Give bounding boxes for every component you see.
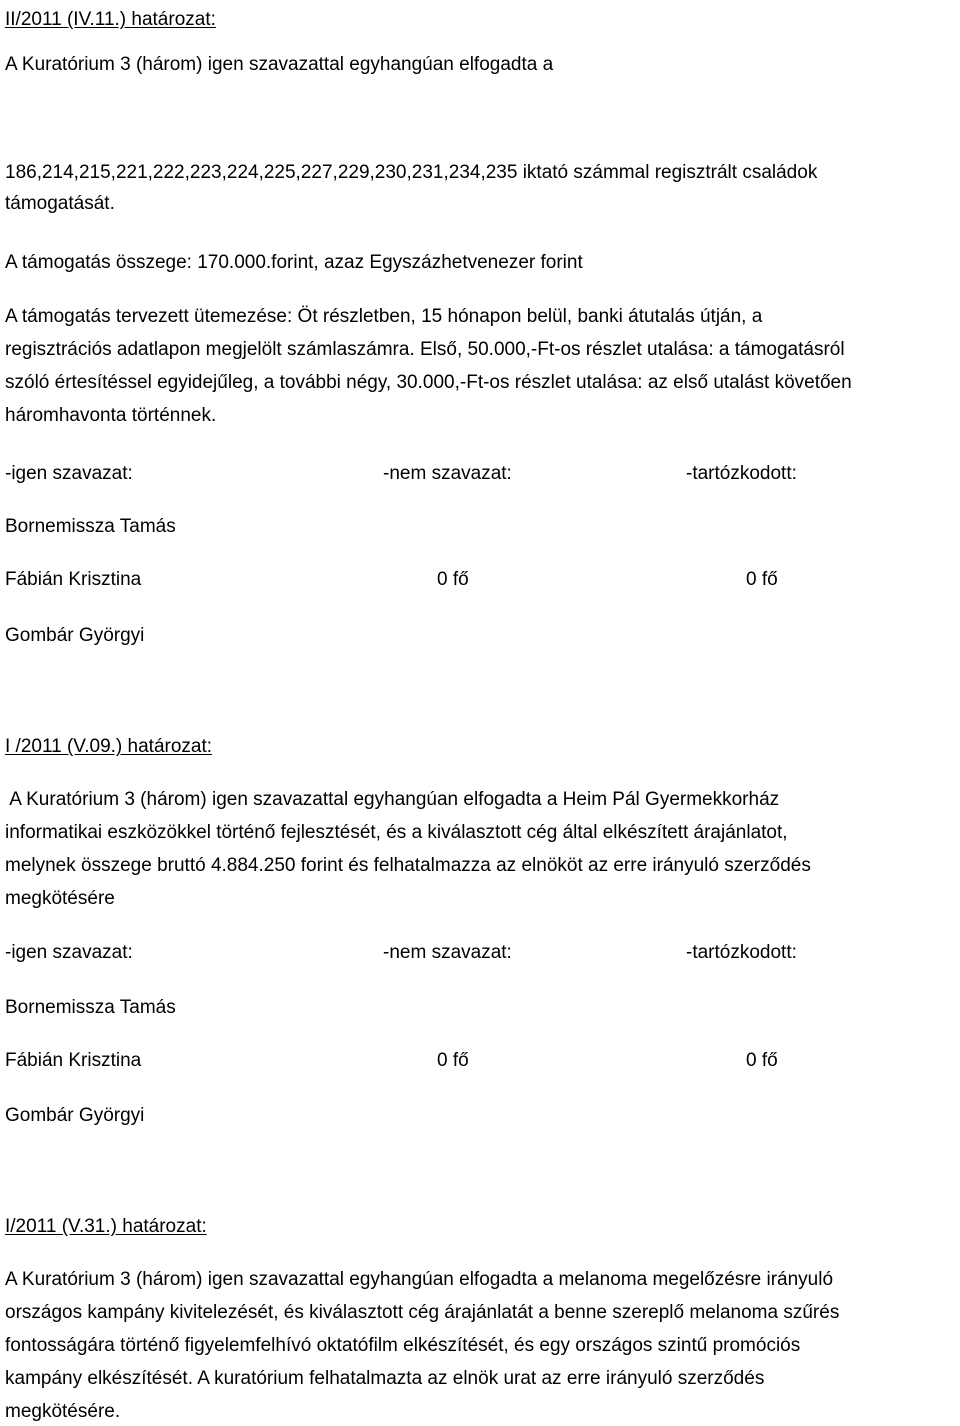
abstain-vote-label: -tartózkodott: bbox=[686, 942, 797, 963]
resolution-body-line: megkötésére. bbox=[5, 1401, 121, 1422]
yes-voter-name: Bornemissza Tamás bbox=[5, 516, 176, 537]
resolution-body-line: megkötésére bbox=[5, 888, 115, 909]
resolution-heading: II/2011 (IV.11.) határozat: bbox=[5, 9, 216, 30]
support-amount: A támogatás összege: 170.000.forint, azaz Egyszázhetvenezer forint bbox=[5, 252, 583, 273]
yes-voter-name: Fábián Krisztina bbox=[5, 1050, 142, 1071]
resolution-body-line: fontosságára történő figyelemfelhívó oktatófilm elkészítését, és egy országos szintű promóciós bbox=[5, 1335, 801, 1356]
schedule-line: szóló értesítéssel egyidejűleg, a további négy, 30.000,-Ft-os részlet utalása: az első utalást követően bbox=[5, 372, 852, 393]
yes-vote-label: -igen szavazat: bbox=[5, 942, 133, 963]
yes-voter-name: Gombár Györgyi bbox=[5, 625, 145, 646]
resolution-body-line: A Kuratórium 3 (három) igen szavazattal egyhangúan elfogadta a Heim Pál Gyermekkorház bbox=[5, 789, 780, 810]
abstain-vote-count: 0 fő bbox=[746, 569, 778, 590]
abstain-vote-label: -tartózkodott: bbox=[686, 463, 797, 484]
resolution-body-line: kampány elkészítését. A kuratórium felhatalmazta az elnök urat az erre irányuló szerződés bbox=[5, 1368, 765, 1389]
registration-ids-line: 186,214,215,221,222,223,224,225,227,229,230,231,234,235 iktató számmal regisztrált családok bbox=[5, 162, 818, 183]
no-vote-label: -nem szavazat: bbox=[383, 942, 512, 963]
schedule-line: regisztrációs adatlapon megjelölt számlaszámra. Első, 50.000,-Ft-os részlet utalása: a támogatásról bbox=[5, 339, 845, 360]
resolution-intro: A Kuratórium 3 (három) igen szavazattal egyhangúan elfogadta a bbox=[5, 54, 554, 75]
abstain-vote-count: 0 fő bbox=[746, 1050, 778, 1071]
schedule-line: A támogatás tervezett ütemezése: Öt részletben, 15 hónapon belül, banki átutalás útján, a bbox=[5, 306, 763, 327]
schedule-line: háromhavonta történnek. bbox=[5, 405, 217, 426]
yes-voter-name: Bornemissza Tamás bbox=[5, 997, 176, 1018]
no-vote-count: 0 fő bbox=[437, 569, 469, 590]
yes-voter-name: Fábián Krisztina bbox=[5, 569, 142, 590]
resolution-body-line: országos kampány kivitelezését, és kiválasztott cég árajánlatát a benne szereplő melanoma szűrés bbox=[5, 1302, 840, 1323]
resolution-heading: I /2011 (V.09.) határozat: bbox=[5, 736, 213, 757]
yes-vote-label: -igen szavazat: bbox=[5, 463, 133, 484]
resolution-heading: I/2011 (V.31.) határozat: bbox=[5, 1216, 207, 1237]
resolution-body-line: A Kuratórium 3 (három) igen szavazattal egyhangúan elfogadta a melanoma megelőzésre irányuló bbox=[5, 1269, 834, 1290]
no-vote-label: -nem szavazat: bbox=[383, 463, 512, 484]
yes-voter-name: Gombár Györgyi bbox=[5, 1105, 145, 1126]
resolution-body-line: melynek összege bruttó 4.884.250 forint és felhatalmazza az elnököt az erre irányuló szerződés bbox=[5, 855, 811, 876]
no-vote-count: 0 fő bbox=[437, 1050, 469, 1071]
registration-ids-line: támogatását. bbox=[5, 193, 115, 214]
resolution-body-line: informatikai eszközökkel történő fejlesztését, és a kiválasztott cég által elkészített árajánlatot, bbox=[5, 822, 788, 843]
